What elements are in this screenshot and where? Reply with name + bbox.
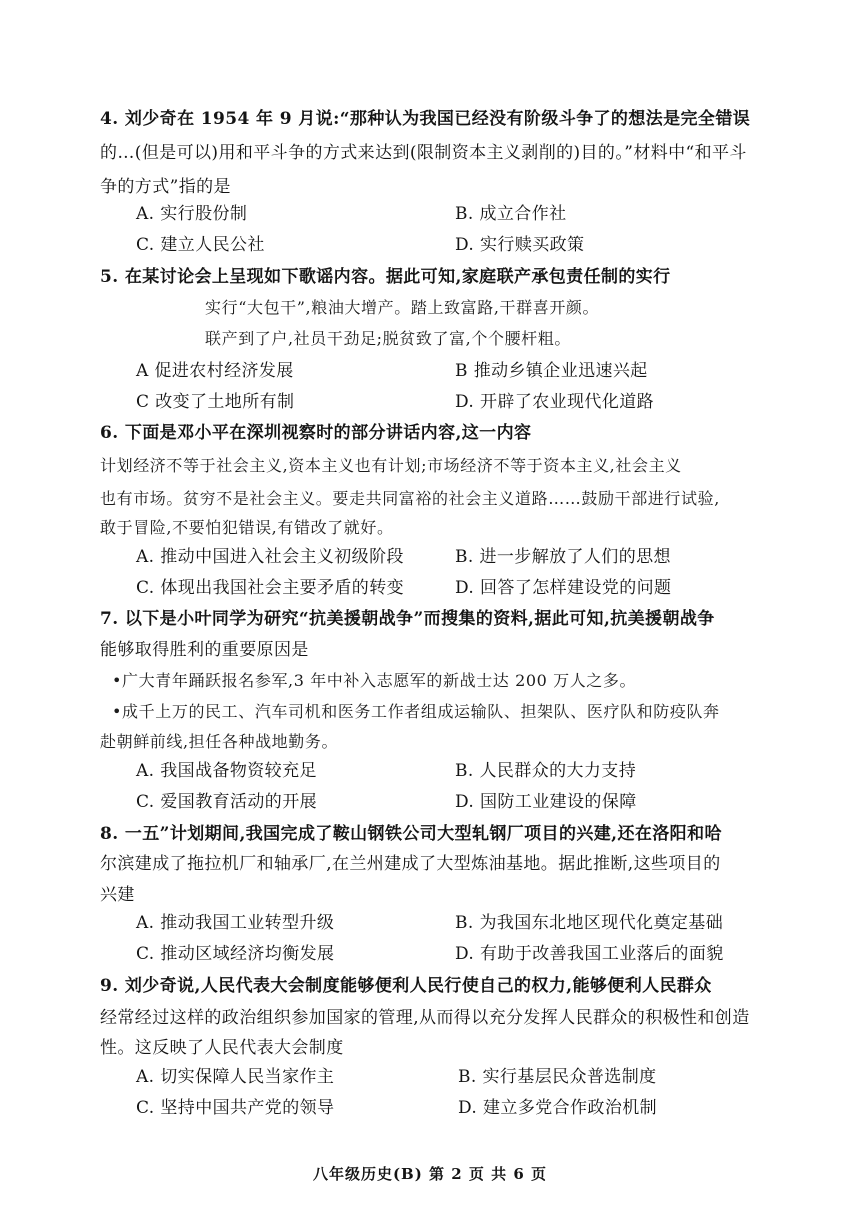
question-6-quote-line-3: 敢于冒险,不要怕犯错误,有错改了就好。	[100, 518, 394, 537]
question-6-quote-line-1: 计划经济不等于社会主义,资本主义也有计划;市场经济不等于资本主义,社会主义	[100, 456, 682, 475]
question-4-line-2: 的…(但是可以)用和平斗争的方式来达到(限制资本主义剥削的)目的。”材料中“和平斗	[100, 143, 747, 163]
question-6-line-1: 6. 下面是邓小平在深圳视察时的部分讲话内容,这一内容	[100, 423, 532, 443]
question-5-option-a: A 促进农村经济发展	[136, 361, 294, 381]
question-9-option-b: B. 实行基层民众普选制度	[458, 1067, 657, 1087]
question-9-option-d: D. 建立多党合作政治机制	[458, 1098, 658, 1118]
question-7-option-d: D. 国防工业建设的保障	[455, 792, 637, 812]
question-6-option-d: D. 回答了怎样建设党的问题	[455, 578, 672, 598]
question-7-line-2: 能够取得胜利的重要原因是	[100, 640, 309, 660]
question-4-option-b: B. 成立合作社	[455, 204, 567, 224]
question-7-quote-line-3: 赴朝鲜前线,担任各种战地勤务。	[100, 732, 339, 751]
question-5-quote-line-2: 联产到了户,社员干劲足;脱贫致了富,个个腰杆粗。	[205, 329, 571, 348]
question-9-option-a: A. 切实保障人民当家作主	[136, 1067, 335, 1087]
question-4-line-3: 争的方式”指的是	[100, 177, 231, 197]
question-9-line-3: 性。这反映了人民代表大会制度	[100, 1038, 344, 1058]
question-7-quote-line-1: •广大青年踊跃报名参军,3 年中补入志愿军的新战士达 200 万人之多。	[112, 671, 637, 690]
question-4-option-a: A. 实行股份制	[136, 204, 248, 224]
question-6-option-a: A. 推动中国进入社会主义初级阶段	[136, 547, 404, 567]
question-5-quote-line-1: 实行“大包干”,粮油大增产。踏上致富路,干群喜开颜。	[205, 298, 600, 317]
question-7-option-b: B. 人民群众的大力支持	[455, 761, 637, 781]
question-6-option-b: B. 进一步解放了人们的思想	[455, 547, 671, 567]
question-4-option-c: C. 建立人民公社	[136, 235, 265, 255]
question-8-line-1: 8. 一五”计划期间,我国完成了鞍山钢铁公司大型轧钢厂项目的兴建,还在洛阳和哈	[100, 824, 722, 844]
question-4-option-d: D. 实行赎买政策	[455, 235, 585, 255]
question-5-option-d: D. 开辟了农业现代化道路	[455, 392, 655, 412]
question-9-line-2: 经常经过这样的政治组织参加国家的管理,从而得以充分发挥人民群众的积极性和创造	[100, 1008, 750, 1028]
question-7-quote-line-2: •成千上万的民工、汽车司机和医务工作者组成运输队、担架队、医疗队和防疫队奔	[112, 702, 720, 721]
question-7-option-a: A. 我国战备物资较充足	[136, 761, 317, 781]
question-4-line-1: 4. 刘少奇在 1954 年 9 月说:“那种认为我国已经没有阶级斗争了的想法是完全错误	[100, 109, 751, 129]
question-8-option-d: D. 有助于改善我国工业落后的面貌	[455, 944, 724, 964]
question-8-option-c: C. 推动区域经济均衡发展	[136, 944, 335, 964]
question-5-line-1: 5. 在某讨论会上呈现如下歌谣内容。据此可知,家庭联产承包责任制的实行	[100, 267, 671, 287]
page-footer: 八年级历史(B) 第 2 页 共 6 页	[312, 1165, 548, 1183]
question-5-option-c: C 改变了土地所有制	[136, 392, 295, 412]
question-7-option-c: C. 爱国教育活动的开展	[136, 792, 318, 812]
question-7-line-1: 7. 以下是小叶同学为研究“抗美援朝战争”而搜集的资料,据此可知,抗美援朝战争	[100, 609, 715, 629]
question-5-option-b: B 推动乡镇企业迅速兴起	[455, 361, 648, 381]
question-8-line-3: 兴建	[100, 885, 135, 905]
question-6-quote-line-2: 也有市场。贫穷不是社会主义。要走共同富裕的社会主义道路……鼓励干部进行试验,	[100, 489, 720, 508]
question-9-option-c: C. 坚持中国共产党的领导	[136, 1098, 335, 1118]
question-6-option-c: C. 体现出我国社会主要矛盾的转变	[136, 578, 405, 598]
question-8-option-a: A. 推动我国工业转型升级	[136, 913, 335, 933]
question-9-line-1: 9. 刘少奇说,人民代表大会制度能够便利人民行使自己的权力,能够便利人民群众	[100, 976, 712, 996]
question-8-option-b: B. 为我国东北地区现代化奠定基础	[455, 913, 724, 933]
question-8-line-2: 尔滨建成了拖拉机厂和轴承厂,在兰州建成了大型炼油基地。据此推断,这些项目的	[100, 854, 721, 874]
